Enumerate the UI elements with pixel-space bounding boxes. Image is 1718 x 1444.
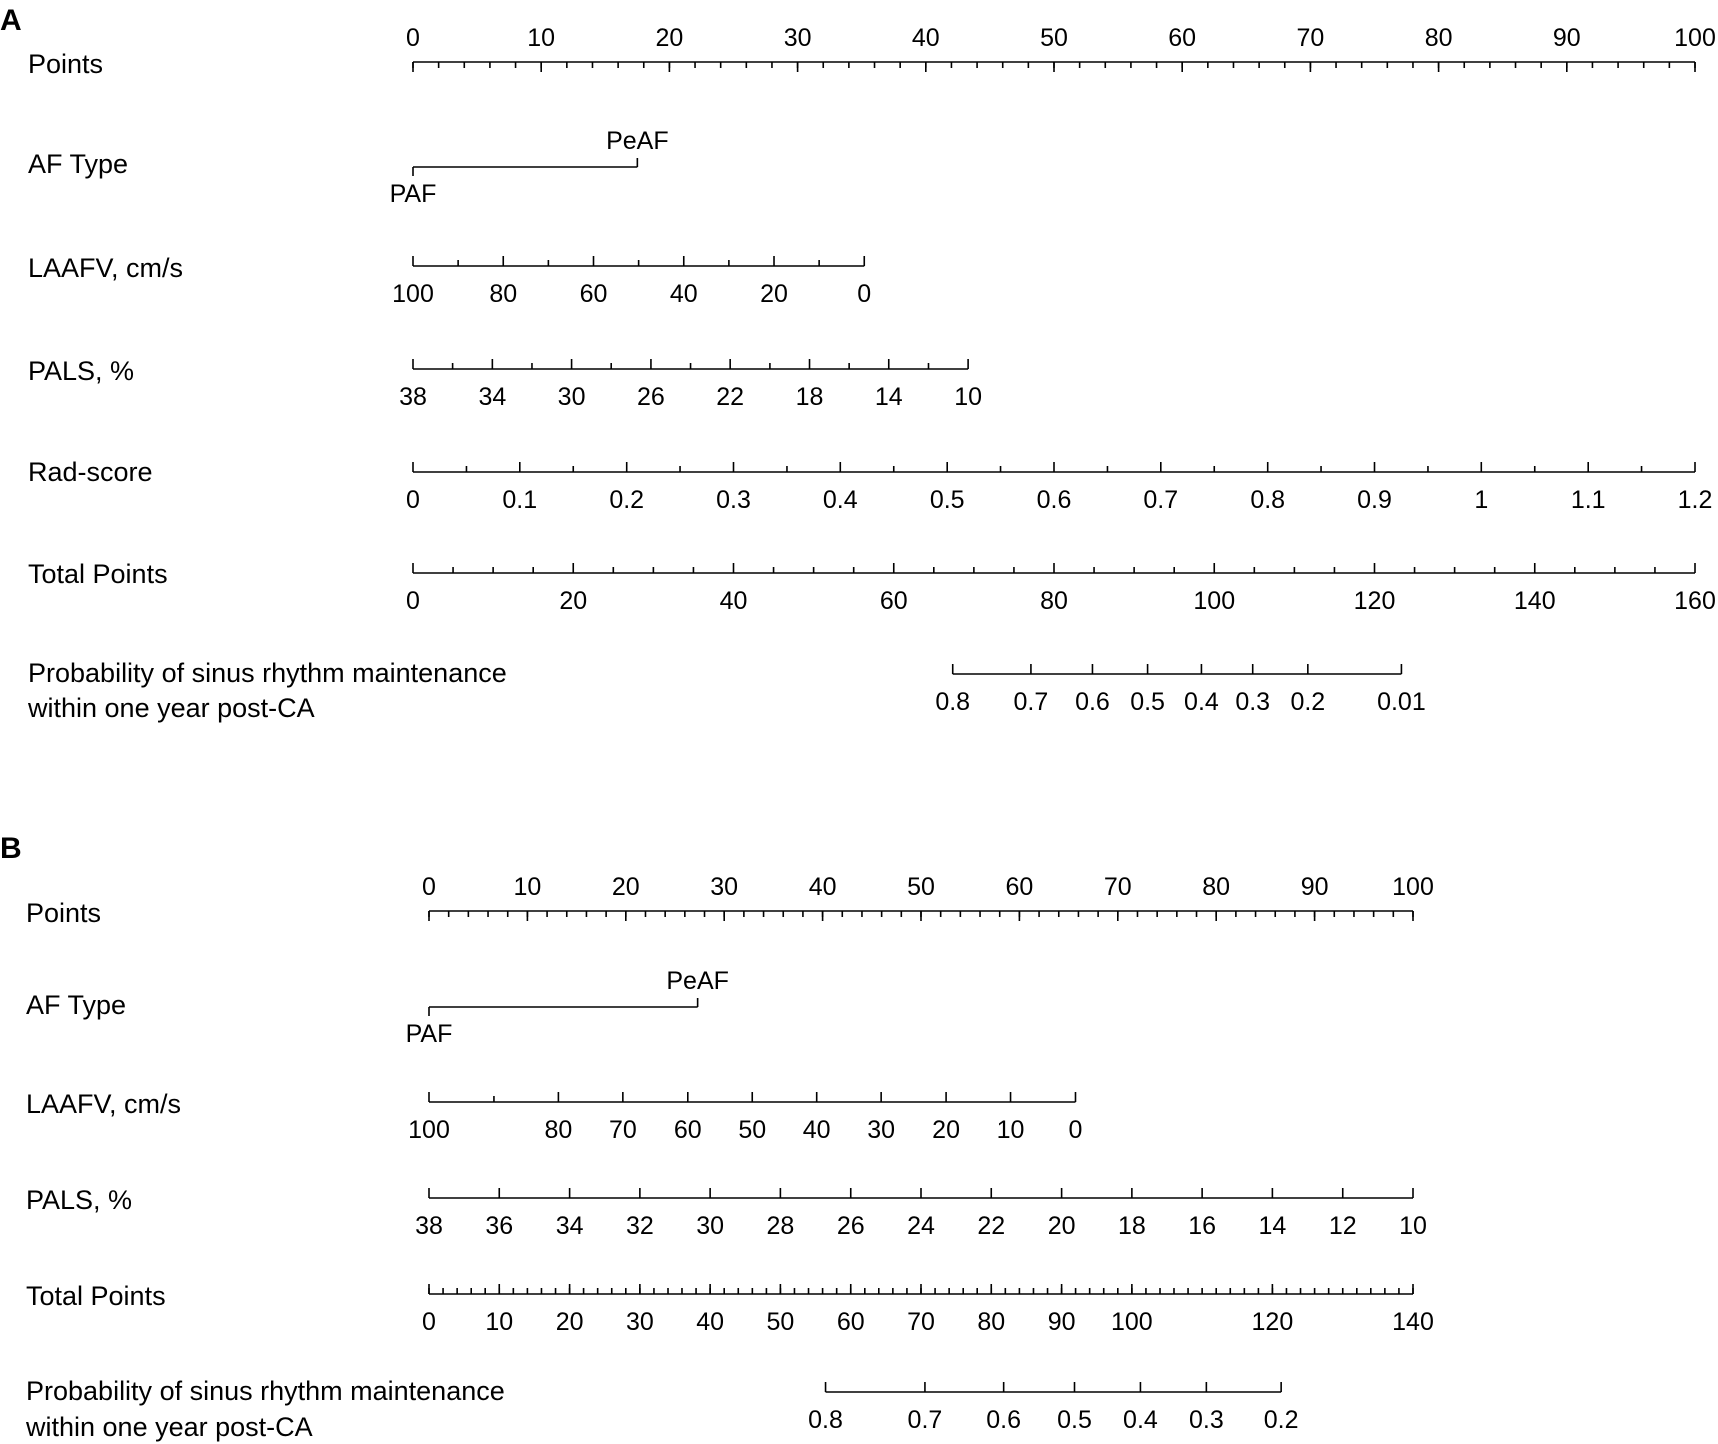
tick-label: 50 [738,1116,767,1144]
tick-label: 60 [879,587,908,615]
tick-label: 60 [1005,873,1034,901]
tick-label: 20 [932,1116,960,1144]
row-label-line: within one year post-CA [28,693,315,723]
tick-label: 80 [1202,873,1231,901]
tick-label: 140 [1513,587,1556,615]
tick-label: 50 [1040,24,1068,52]
tick-label: 160 [1674,587,1716,615]
tick-label: 50 [766,1308,795,1336]
tick-label: 60 [1168,24,1197,52]
row-laafv-cm-s [26,1089,1082,1144]
tick-label: 80 [1040,587,1068,615]
tick-label: 36 [485,1212,514,1240]
tick-label: 80 [544,1116,573,1144]
tick-label: 16 [1188,1212,1217,1240]
tick-label: 10 [996,1116,1025,1144]
tick-label: 20 [1047,1212,1076,1240]
panel-b [0,832,1434,1442]
tick-label: 30 [710,873,739,901]
tick-label: 24 [907,1212,935,1240]
tick-label: 60 [579,280,608,308]
row-label: Points [28,49,104,79]
tick-label: 70 [1103,873,1132,901]
tick-label: 18 [1117,1212,1146,1240]
tick-label: 26 [637,383,665,411]
tick-label: 0.3 [716,486,751,514]
tick-label: 22 [716,383,745,411]
tick-label: 20 [559,587,588,615]
tick-label: 100 [1111,1308,1153,1336]
row-label: AF Type [28,149,129,179]
tick-label: 30 [625,1308,654,1336]
row-probability [25,1376,1299,1442]
row-rad-score [28,457,1712,514]
category-label-peaf: PeAF [606,127,669,155]
row-label: LAAFV, cm/s [26,1089,182,1119]
tick-label: 38 [399,383,427,411]
tick-label: 0 [406,24,420,52]
tick-label: 20 [611,873,640,901]
tick-label: 20 [655,24,684,52]
tick-label: 30 [696,1212,725,1240]
category-label-peaf: PeAF [666,967,729,995]
row-label-line: Probability of sinus rhythm maintenance [28,658,507,688]
tick-label: 32 [625,1212,654,1240]
tick-label: 50 [907,873,935,901]
tick-label: 0 [857,280,872,308]
tick-label: 0.8 [935,688,971,716]
tick-label: 18 [795,383,824,411]
tick-label: 70 [608,1116,637,1144]
row-laafv-cm-s [28,253,871,308]
tick-label: 40 [911,24,940,52]
row-points [28,24,1716,79]
tick-label: 0.7 [907,1406,943,1434]
row-af-type [26,967,729,1048]
tick-label: 0.4 [822,486,858,514]
tick-label: 100 [392,280,434,308]
row-label: LAAFV, cm/s [28,253,184,283]
tick-label: 40 [808,873,837,901]
tick-label: 80 [977,1308,1006,1336]
tick-label: 0.3 [1235,688,1271,716]
tick-label: 30 [783,24,812,52]
tick-label: 120 [1251,1308,1294,1336]
row-probability [27,658,1426,723]
tick-label: 80 [1424,24,1453,52]
row-pals [26,1185,1427,1240]
tick-label: 100 [1674,24,1716,52]
row-label: Points [26,898,102,928]
tick-label: 40 [802,1116,831,1144]
tick-label: 0.5 [929,486,965,514]
tick-label: 0.4 [1123,1406,1158,1434]
tick-label: 0.3 [1188,1406,1224,1434]
tick-label: 80 [489,280,518,308]
tick-label: 0.1 [502,486,538,514]
tick-label: 40 [696,1308,725,1336]
tick-label: 0.2 [1263,1406,1299,1434]
tick-label: 0.01 [1377,688,1426,716]
tick-label: 100 [1392,873,1434,901]
tick-label: 20 [555,1308,584,1336]
tick-label: 34 [555,1212,584,1240]
tick-label: 0.2 [609,486,645,514]
tick-label: 100 [1193,587,1236,615]
tick-label: 30 [867,1116,896,1144]
tick-label: 10 [954,383,983,411]
tick-label: 38 [415,1212,443,1240]
row-label: AF Type [26,990,127,1020]
row-af-type [28,127,669,208]
row-total-points [28,559,1716,615]
tick-label: 0.8 [1250,486,1286,514]
tick-label: 60 [836,1308,865,1336]
tick-label: 0.8 [808,1406,843,1434]
tick-label: 20 [760,280,788,308]
tick-label: 0 [1068,1116,1083,1144]
tick-label: 10 [513,873,542,901]
tick-label: 22 [977,1212,1006,1240]
tick-label: 0 [422,873,436,901]
tick-label: 70 [907,1308,935,1336]
tick-label: 10 [485,1308,514,1336]
tick-label: 0.5 [1057,1406,1092,1434]
row-points [26,873,1434,928]
tick-label: 100 [408,1116,450,1144]
tick-label: 26 [836,1212,865,1240]
tick-label: 0.6 [1075,688,1110,716]
row-label: Total Points [28,559,168,589]
tick-label: 90 [1300,873,1329,901]
tick-label: 10 [1399,1212,1427,1240]
row-total-points [26,1281,1434,1336]
tick-label: 1 [1474,486,1489,514]
tick-label: 0 [406,587,420,615]
tick-label: 60 [673,1116,702,1144]
tick-label: 0.7 [1013,688,1049,716]
panel-letter: B [0,832,22,865]
row-label: Total Points [26,1281,166,1311]
tick-label: 30 [557,383,586,411]
category-label-paf: PAF [405,1020,453,1048]
tick-label: 0.2 [1290,688,1326,716]
tick-label: 0 [406,486,420,514]
tick-label: 1.1 [1570,486,1606,514]
tick-label: 0.6 [986,1406,1022,1434]
panel-a [0,4,1716,723]
tick-label: 70 [1296,24,1325,52]
row-label-line: Probability of sinus rhythm maintenance [26,1376,505,1406]
tick-label: 0.7 [1143,486,1179,514]
tick-label: 14 [1258,1212,1287,1240]
tick-label: 34 [478,383,507,411]
tick-label: 0.5 [1130,688,1165,716]
tick-label: 14 [874,383,903,411]
tick-label: 0.4 [1184,688,1219,716]
tick-label: 0.9 [1357,486,1392,514]
tick-label: 1.2 [1677,486,1713,514]
tick-label: 140 [1392,1308,1434,1336]
row-label: PALS, % [26,1185,133,1215]
tick-label: 12 [1328,1212,1357,1240]
tick-label: 40 [719,587,748,615]
panel-letter: A [0,4,22,37]
row-label-line: within one year post-CA [26,1412,313,1442]
tick-label: 10 [527,24,556,52]
tick-label: 0.6 [1036,486,1072,514]
row-label: Rad-score [28,457,153,487]
tick-label: 90 [1047,1308,1076,1336]
category-label-paf: PAF [389,180,437,208]
tick-label: 120 [1353,587,1396,615]
row-pals [28,356,982,411]
tick-label: 0 [422,1308,436,1336]
tick-label: 40 [669,280,698,308]
row-label: PALS, % [28,356,135,386]
tick-label: 90 [1552,24,1581,52]
tick-label: 28 [766,1212,795,1240]
